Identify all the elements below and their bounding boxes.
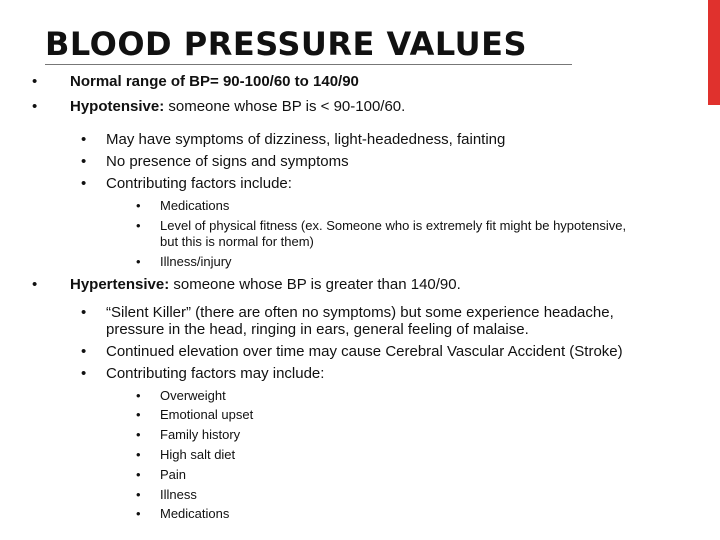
bullet-text: someone whose BP is greater than 140/90. [173,276,461,293]
sub-bullet-contributing-may [81,363,325,385]
bullet-dot: • [136,218,141,233]
bullet-text: May have symptoms of dizziness, light-headedness, fainting [106,131,506,148]
factor-pain [136,466,187,484]
bullet-lead: Hypertensive: [70,276,174,293]
sub-bullet-contributing [81,173,292,195]
factor-overweight [136,387,226,405]
bullet-dot: • [32,276,38,293]
bullet-dot: • [81,304,87,321]
title-underline [45,64,572,65]
factor-medications [136,197,230,215]
bullet-dot: • [81,343,87,360]
accent-bar [708,0,720,105]
bullet-hypertensive [32,276,461,294]
bullet-dot: • [136,388,141,403]
bullet-dot: • [136,467,141,482]
bullet-text: Illness/injury [160,254,232,269]
sub-bullet-symptoms [81,129,506,151]
bullet-text: Medications [160,506,230,521]
bullet-text: Continued elevation over time may cause Cerebral Vascular Accident (Stroke) [106,343,623,360]
bullet-text: Family history [160,427,241,442]
bullet-dot: • [81,175,87,192]
bullet-text: No presence of signs and symptoms [106,153,349,170]
bullet-dot: • [81,153,87,170]
bullet-dot: • [32,98,38,115]
bullet-text: Pain [160,467,187,482]
bullet-dot: • [81,365,87,382]
bullet-lead: Normal range of BP= 90-100/60 to 140/90 [70,73,359,90]
bullet-text: but this is normal for them) [160,234,314,249]
sub-bullet-no-signs [81,151,349,173]
factor-high-salt-diet [136,446,236,464]
bullet-hypotensive [32,98,406,116]
bullet-lead: Hypotensive: [70,98,169,115]
bullet-text: pressure in the head, ringing in ears, general feeling of malaise. [106,321,529,338]
bullet-text: Overweight [160,388,226,403]
bullet-text: someone whose BP is < 90-100/60. [168,98,406,115]
slide-title: BLOOD PRESSURE VALUES [45,25,527,63]
bullet-text: “Silent Killer” (there are often no symptoms) but some experience headache, [106,304,614,321]
sub-bullet-continued-elevation [81,341,623,363]
bullet-dot: • [136,487,141,502]
factor-illness-injury [136,253,232,271]
bullet-text: Contributing factors may include: [106,365,325,382]
factor-family-history [136,426,241,444]
factor-illness [136,486,197,504]
bullet-dot: • [136,447,141,462]
factor-emotional-upset [136,406,254,424]
bullet-text: Level of physical fitness (ex. Someone who is extremely fit might be hypotensive, [160,218,627,233]
factor-medications-hypertensive [136,505,230,523]
bullet-normal-range [32,73,359,91]
bullet-dot: • [81,131,87,148]
bullet-dot: • [136,506,141,521]
bullet-dot: • [136,407,141,422]
bullet-text: Illness [160,487,197,502]
sub-bullet-silent-killer-continued [106,319,529,341]
bullet-text: Emotional upset [160,407,254,422]
bullet-text: Contributing factors include: [106,175,292,192]
factor-fitness-continued [160,233,314,251]
bullet-dot: • [136,427,141,442]
bullet-dot: • [136,198,141,213]
bullet-dot: • [32,73,38,90]
bullet-text: Medications [160,198,230,213]
bullet-dot: • [136,254,141,269]
bullet-text: High salt diet [160,447,236,462]
